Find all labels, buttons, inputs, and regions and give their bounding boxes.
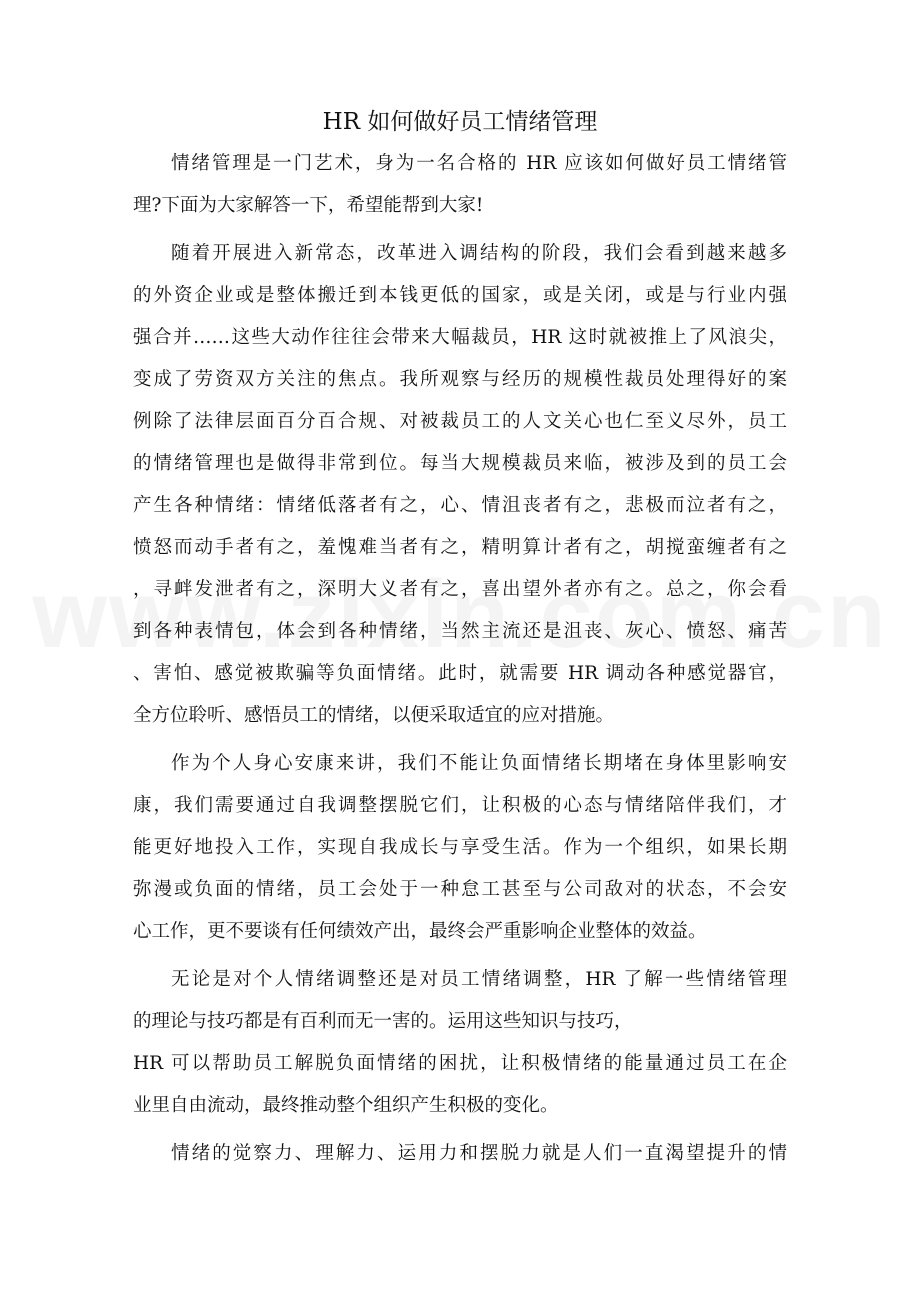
paragraph-line: 情绪管理是一门艺术，身为一名合格的 HR 应该如何做好员工情绪管 — [171, 153, 787, 174]
paragraph-line: 到各种表情包，体会到各种情绪，当然主流还是沮丧、灰心、愤怒、痛苦 — [133, 621, 787, 642]
paragraph-line: 心工作，更不要谈有任何绩效产出，最终会严重影响企业整体的效益。 — [133, 921, 707, 942]
paragraph-line: 作为个人身心安康来讲，我们不能让负面情绪长期堵在身体里影响安 — [171, 753, 787, 774]
paragraph-line: 弥漫或负面的情绪，员工会处于一种怠工甚至与公司敌对的状态，不会安 — [133, 879, 787, 900]
paragraph-line: 的理论与技巧都是有百利而无一害的。运用这些知识与技巧， — [133, 1011, 633, 1032]
paragraph-line: 业里自由流动，最终推动整个组织产生积极的变化。 — [133, 1095, 559, 1116]
paragraph-line: 变成了劳资双方关注的焦点。我所观察与经历的规模性裁员处理得好的案 — [133, 369, 787, 390]
paragraph-line: HR 可以帮助员工解脱负面情绪的困扰，让积极情绪的能量通过员工在企 — [133, 1053, 787, 1074]
paragraph-line: 产生各种情绪：情绪低落者有之，心、情沮丧者有之，悲极而泣者有之， — [133, 495, 787, 516]
paragraph-line: 理?下面为大家解答一下，希望能帮到大家! — [133, 195, 484, 216]
paragraph-line: 全方位聆听、感悟员工的情绪，以便采取适宜的应对措施。 — [133, 705, 615, 726]
paragraph-line: 情绪的觉察力、理解力、运用力和摆脱力就是人们一直渴望提升的情 — [171, 1143, 787, 1164]
paragraph-line: 康，我们需要通过自我调整摆脱它们，让积极的心态与情绪陪伴我们，才 — [133, 795, 787, 816]
document-title: HR 如何做好员工情绪管理 — [322, 109, 598, 135]
paragraph-line: 例除了法律层面百分百合规、对被裁员工的人文关心也仁至义尽外，员工 — [133, 411, 787, 432]
paragraph-line: 、害怕、感觉被欺骗等负面情绪。此时，就需要 HR 调动各种感觉器官， — [133, 663, 787, 684]
paragraph-line: 随着开展进入新常态，改革进入调结构的阶段，我们会看到越来越多 — [171, 243, 787, 264]
paragraph-line: 无论是对个人情绪调整还是对员工情绪调整，HR 了解一些情绪管理 — [171, 969, 787, 990]
paragraph-line: 的情绪管理也是做得非常到位。每当大规模裁员来临，被涉及到的员工会 — [133, 453, 787, 474]
paragraph-line: ，寻衅发泄者有之，深明大义者有之，喜出望外者亦有之。总之，你会看 — [133, 579, 787, 600]
paragraph-line: 能更好地投入工作，实现自我成长与享受生活。作为一个组织，如果长期 — [133, 837, 787, 858]
paragraph-line: 的外资企业或是整体搬迁到本钱更低的国家，或是关闭，或是与行业内强 — [133, 285, 787, 306]
paragraph-line: 愤怒而动手者有之，羞愧难当者有之，精明算计者有之，胡搅蛮缠者有之 — [133, 537, 787, 558]
paragraph-line: 强合并……这些大动作往往会带来大幅裁员，HR 这时就被推上了风浪尖， — [133, 327, 787, 348]
